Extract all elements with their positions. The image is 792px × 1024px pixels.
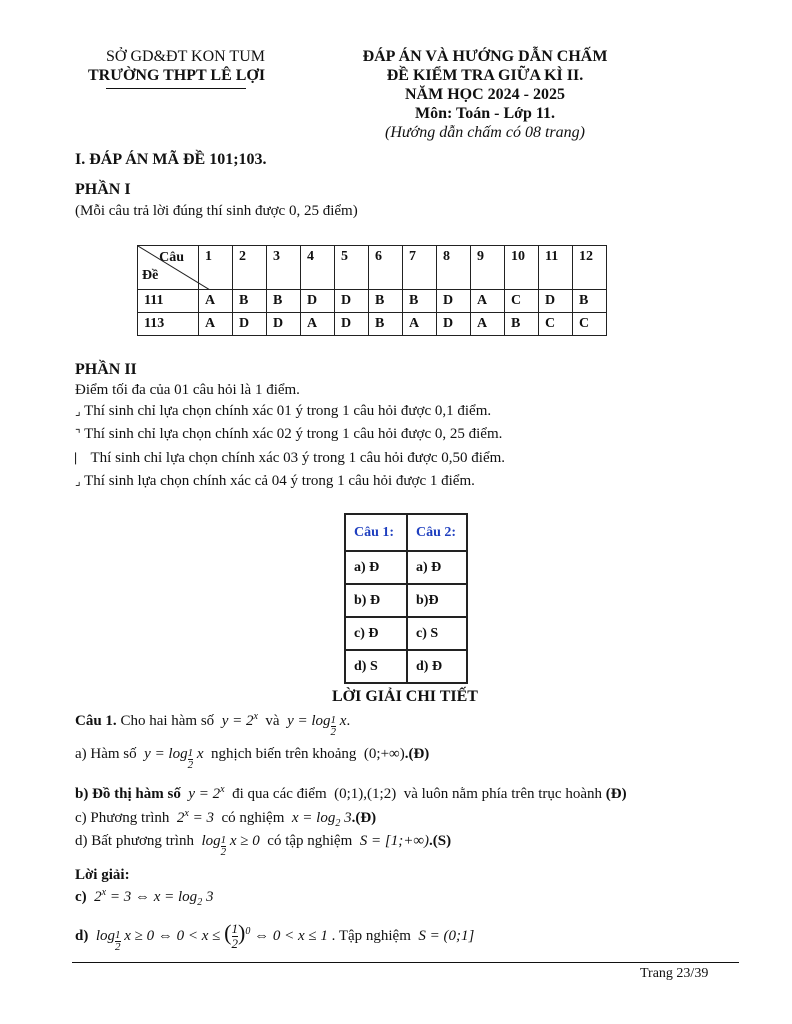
answer-cell: A xyxy=(199,290,233,313)
loigiai-label: Lời giải: xyxy=(75,867,130,883)
d-prefix: d) Bất phương trình xyxy=(75,833,194,849)
question-header: 2 xyxy=(233,246,267,290)
formula-sol: $x = \log_2 3$ xyxy=(288,810,352,829)
question-header: 6 xyxy=(369,246,403,290)
d-text: có tập nghiệm xyxy=(267,833,353,849)
answer-cell: C xyxy=(539,313,573,336)
interval: (0;+∞) xyxy=(360,746,405,762)
formula-log: y = log $_{\frac{1}{2}}$ x xyxy=(140,746,208,772)
part2-cell: d) S xyxy=(345,650,407,683)
lg-d-prefix: d) xyxy=(75,928,89,944)
rule-text: Thí sinh chỉ lựa chọn chính xác 03 ý trong 1 câu hỏi được 0,50 điểm. xyxy=(90,450,506,466)
question-1: Câu 1. Cho hai hàm số $y = 2^x$ và y = log $_{\frac{1}{2}}$ x. xyxy=(75,711,351,739)
a-text: nghịch biến trên khoảng xyxy=(211,746,357,762)
item-a xyxy=(75,746,429,771)
a-result: .(Đ) xyxy=(404,746,430,762)
school-underline xyxy=(106,88,246,89)
question-header: 5 xyxy=(335,246,369,290)
answer-cell: D xyxy=(335,290,369,313)
school-name: TRƯỜNG THPT LÊ LỢI xyxy=(88,67,266,84)
rule-mark: ⌟ xyxy=(75,404,81,418)
answer-cell: B xyxy=(369,290,403,313)
part2-cell: d) Đ xyxy=(407,650,467,683)
answer-cell: A xyxy=(199,313,233,336)
part2-answer-table xyxy=(344,513,468,684)
question-header: 11 xyxy=(539,246,573,290)
formula-ineq: log $_{\frac{1}{2}}$ x ≥ 0 xyxy=(197,833,264,859)
answer-cell: B xyxy=(369,313,403,336)
answer-cell: D xyxy=(267,313,301,336)
question-header: 8 xyxy=(437,246,471,290)
rule-mark: ⌟ xyxy=(75,474,81,488)
item-d xyxy=(75,833,451,858)
b-text2: và luôn nằm phía trên trục hoành xyxy=(403,786,602,802)
question-header: 3 xyxy=(267,246,301,290)
subject: Môn: Toán - Lớp 11. xyxy=(414,105,555,122)
rule-text: Thí sinh chỉ lựa chọn chính xác 02 ý trong 1 câu hỏi được 0, 25 điểm. xyxy=(84,426,503,442)
part2-rule xyxy=(75,426,502,443)
page-count-note: (Hướng dẫn chấm có 08 trang) xyxy=(385,124,585,141)
part2-rule xyxy=(75,473,475,490)
answer-cell: A xyxy=(471,313,505,336)
part2-intro: Điểm tối đa của 01 câu hỏi là 1 điểm. xyxy=(75,382,300,398)
q1-and: và xyxy=(265,713,280,729)
answer-cell: B xyxy=(505,313,539,336)
rule-mark: ⎸ xyxy=(75,451,88,465)
question-header: 1 xyxy=(199,246,233,290)
rule-text: Thí sinh lựa chọn chính xác cả 04 ý trong 1 câu hỏi được 1 điểm. xyxy=(84,473,475,489)
answer-cell: C xyxy=(505,290,539,313)
formula-chain: $2^x = 3$ ⇔ $x = \log_2 3$ xyxy=(90,887,214,908)
corner-cell xyxy=(138,246,199,290)
answer-cell: D xyxy=(539,290,573,313)
formula-log: y = log $_{\frac{1}{2}}$ x xyxy=(283,713,347,739)
answer-cell: C xyxy=(573,313,607,336)
b-result: (Đ) xyxy=(605,786,627,802)
formula-eq: $2^x = 3$ xyxy=(173,808,218,826)
answer-cell: A xyxy=(471,290,505,313)
answer-cell: B xyxy=(233,290,267,313)
school-year: NĂM HỌC 2024 - 2025 xyxy=(405,86,565,103)
item-c xyxy=(75,808,376,829)
lg-d-text: . Tập nghiệm xyxy=(331,928,411,944)
part2-cell: a) Đ xyxy=(345,551,407,584)
part2-rule xyxy=(75,403,491,420)
answer-cell: A xyxy=(403,313,437,336)
answer-cell: D xyxy=(437,313,471,336)
doc-subtitle: ĐỀ KIỂM TRA GIỮA KÌ II. xyxy=(386,67,584,84)
page-number: Trang 23/39 xyxy=(640,966,709,981)
rule-mark: ⌝ xyxy=(75,427,81,441)
part2-rule xyxy=(75,450,505,467)
footer-rule xyxy=(72,962,739,963)
rule-text: Thí sinh chỉ lựa chọn chính xác 01 ý trong 1 câu hỏi được 0,1 điểm. xyxy=(84,403,492,419)
c-result: .(Đ) xyxy=(351,810,377,826)
exam-code: 113 xyxy=(138,313,199,336)
part2-title: PHẦN II xyxy=(75,361,137,378)
q1-text: Cho hai hàm số xyxy=(120,713,215,729)
answer-cell: D xyxy=(233,313,267,336)
department-name: SỞ GD&ĐT KON TUM xyxy=(106,48,265,65)
solution-set: S = (0;1] xyxy=(414,928,475,944)
points: (0;1),(1;2) xyxy=(330,786,400,802)
section-title: I. ĐÁP ÁN MÃ ĐỀ 101;103. xyxy=(75,151,267,168)
answer-cell: D xyxy=(301,290,335,313)
answer-cell: B xyxy=(267,290,301,313)
q1-label: Câu 1. xyxy=(75,713,117,729)
lg-c-prefix: c) xyxy=(75,889,87,905)
part2-cell: b)Đ xyxy=(407,584,467,617)
formula-exp: $y = 2^x$ xyxy=(184,784,225,802)
part1-note: (Mỗi câu trả lời đúng thí sinh được 0, 25 điểm) xyxy=(75,203,358,219)
b-prefix: b) Đồ thị hàm số xyxy=(75,786,181,802)
solution-c xyxy=(75,887,213,908)
answer-cell: D xyxy=(335,313,369,336)
d-result: .(S) xyxy=(429,833,452,849)
item-b xyxy=(75,784,627,803)
solution-set: S = [1;+∞) xyxy=(356,833,430,849)
a-prefix: a) Hàm số xyxy=(75,746,137,762)
answer-cell: B xyxy=(403,290,437,313)
b-text: đi qua các điểm xyxy=(232,786,327,802)
solution-d xyxy=(75,920,474,953)
corner-cau: Câu xyxy=(159,250,184,265)
part1-title: PHẦN I xyxy=(75,181,131,198)
part1-answer-table xyxy=(137,245,607,336)
doc-title: ĐÁP ÁN VÀ HƯỚNG DẪN CHẤM xyxy=(362,48,608,65)
part2-cell: a) Đ xyxy=(407,551,467,584)
question-header: 9 xyxy=(471,246,505,290)
part2-cell: b) Đ xyxy=(345,584,407,617)
c-prefix: c) Phương trình xyxy=(75,810,170,826)
q2-header: Câu 2: xyxy=(407,514,467,551)
answer-cell: B xyxy=(573,290,607,313)
corner-de: Đề xyxy=(142,268,159,283)
exam-code: 111 xyxy=(138,290,199,313)
solution-title: LỜI GIẢI CHI TIẾT xyxy=(332,688,478,705)
c-text: có nghiệm xyxy=(221,810,285,826)
answer-cell: D xyxy=(437,290,471,313)
question-header: 4 xyxy=(301,246,335,290)
formula-chain: log $_{\frac{1}{2}}$ x ≥ 0 ⇔ 0 < x ≤ ( $\frac{1}{2}$ )$^0$ ⇔ 0 < x ≤ 1 xyxy=(92,920,328,954)
part2-cell: c) Đ xyxy=(345,617,407,650)
question-header: 12 xyxy=(573,246,607,290)
question-header: 10 xyxy=(505,246,539,290)
answer-cell: A xyxy=(301,313,335,336)
question-header: 7 xyxy=(403,246,437,290)
formula-exp: $y = 2^x$ xyxy=(217,711,258,729)
part2-cell: c) S xyxy=(407,617,467,650)
q1-header: Câu 1: xyxy=(345,514,407,551)
